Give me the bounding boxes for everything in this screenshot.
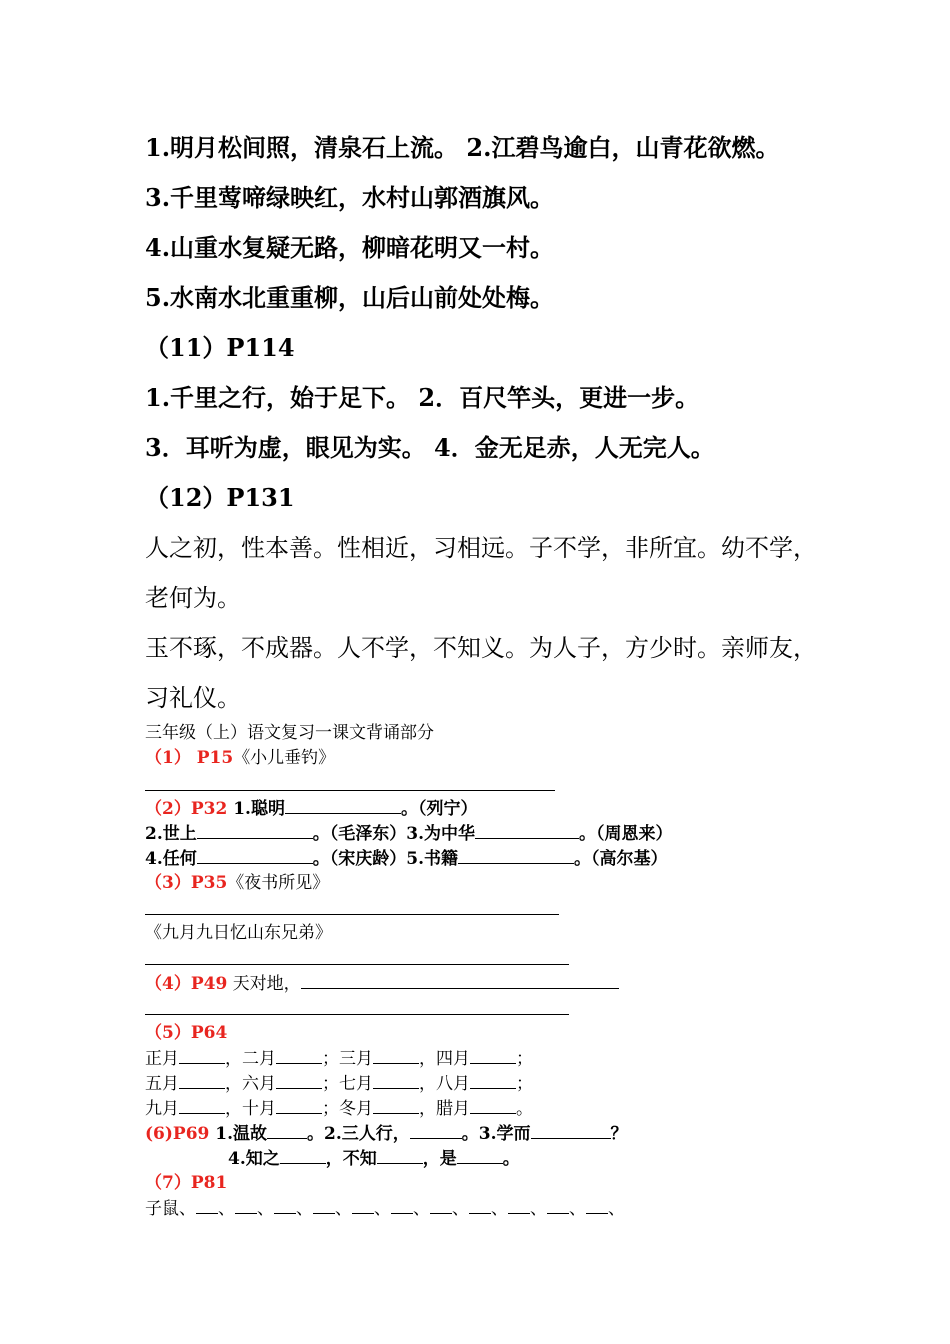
q-text: 2.世上 bbox=[145, 824, 197, 844]
section-1-label: （1） P15 bbox=[145, 748, 234, 768]
zodiac-row bbox=[145, 1197, 625, 1220]
fill-blank[interactable] bbox=[547, 1197, 569, 1214]
fill-blank[interactable] bbox=[280, 1147, 326, 1164]
fill-blank[interactable] bbox=[430, 1197, 452, 1214]
fill-blank[interactable] bbox=[410, 1122, 462, 1139]
q-text: 。（周恩来） bbox=[579, 824, 673, 844]
month-label: ，六月 bbox=[225, 1074, 276, 1094]
fill-blank[interactable] bbox=[475, 822, 579, 839]
fill-blank[interactable] bbox=[586, 1197, 608, 1214]
poem-line-1: 1.明月松间照，清泉石上流。 2.江碧鸟逾白，山青花欲燃。 bbox=[145, 133, 780, 162]
sep: 、 bbox=[218, 1199, 235, 1219]
proverb-line-1: 1.千里之行，始于足下。 2．百尺竿头，更进一步。 bbox=[145, 383, 700, 412]
poem-line-3: 3.千里莺啼绿映红，水村山郭酒旗风。 bbox=[145, 183, 555, 212]
fill-blank[interactable] bbox=[458, 847, 574, 864]
answer-line bbox=[145, 1014, 569, 1015]
q-text: 。（列宁） bbox=[400, 799, 478, 819]
q-text: 。（高尔基） bbox=[574, 849, 668, 869]
section-3-title-2: 《九月九日忆山东兄弟》 bbox=[145, 923, 332, 943]
review-title: 三年级（上）语文复习一课文背诵部分 bbox=[145, 723, 434, 743]
q-text: 4.任何 bbox=[145, 849, 197, 869]
section-3-label: （3）P35 bbox=[145, 873, 228, 893]
heading-11: （11）P114 bbox=[145, 333, 295, 362]
sep: 、 bbox=[296, 1199, 313, 1219]
q-text: ，不知 bbox=[325, 1149, 377, 1169]
sep: 、 bbox=[335, 1199, 352, 1219]
fill-blank[interactable] bbox=[197, 847, 313, 864]
fill-blank[interactable] bbox=[285, 797, 401, 814]
sanzijing-line-4: 习礼仪。 bbox=[145, 684, 241, 712]
section-3-title: 《夜书所见》 bbox=[227, 873, 330, 893]
q-text: 。（宋庆龄） bbox=[312, 849, 407, 869]
q-text: 1.聪明 bbox=[227, 799, 285, 819]
section-4-label: （4）P49 bbox=[145, 974, 228, 994]
q-text: 。 bbox=[502, 1149, 520, 1169]
section-4-text: 天对地， bbox=[227, 974, 301, 994]
month-label: ；冬月 bbox=[322, 1099, 373, 1119]
section-2-row-2 bbox=[145, 822, 673, 845]
heading-12: （12）P131 bbox=[145, 483, 295, 512]
months-row-3 bbox=[145, 1097, 533, 1120]
month-label: 五月 bbox=[145, 1074, 179, 1094]
answer-line bbox=[145, 790, 555, 791]
fill-blank[interactable] bbox=[276, 1072, 322, 1089]
fill-blank[interactable] bbox=[276, 1097, 322, 1114]
fill-blank[interactable] bbox=[508, 1197, 530, 1214]
fill-blank[interactable] bbox=[235, 1197, 257, 1214]
section-2-row-3 bbox=[145, 847, 668, 870]
month-label: ，八月 bbox=[419, 1074, 470, 1094]
section-4 bbox=[145, 972, 619, 995]
q-text: 。3.学而 bbox=[461, 1124, 531, 1144]
answer-line bbox=[145, 964, 569, 965]
month-label: ，四月 bbox=[419, 1049, 470, 1069]
sep: 、 bbox=[452, 1199, 469, 1219]
fill-blank[interactable] bbox=[179, 1047, 225, 1064]
fill-blank[interactable] bbox=[267, 1122, 307, 1139]
fill-blank[interactable] bbox=[470, 1072, 516, 1089]
sanzijing-line-3: 玉不琢，不成器。人不学，不知义。为人子，方少时。亲师友， bbox=[145, 634, 817, 662]
fill-blank[interactable] bbox=[391, 1197, 413, 1214]
month-label: ；七月 bbox=[322, 1074, 373, 1094]
month-label: ； bbox=[516, 1049, 533, 1069]
section-7-label: （7）P81 bbox=[145, 1173, 228, 1193]
sep: 、 bbox=[257, 1199, 274, 1219]
section-5 bbox=[145, 1022, 227, 1044]
section-1 bbox=[145, 747, 335, 769]
poem-line-4: 4.山重水复疑无路，柳暗花明又一村。 bbox=[145, 233, 555, 262]
fill-blank[interactable] bbox=[301, 972, 619, 989]
fill-blank[interactable] bbox=[197, 822, 313, 839]
q-text: 。2.三人行， bbox=[307, 1124, 410, 1144]
fill-blank[interactable] bbox=[179, 1097, 225, 1114]
q-text: 4.知之 bbox=[228, 1149, 280, 1169]
fill-blank[interactable] bbox=[373, 1072, 419, 1089]
sep: 、 bbox=[374, 1199, 391, 1219]
sep: 、 bbox=[569, 1199, 586, 1219]
fill-blank[interactable] bbox=[274, 1197, 296, 1214]
fill-blank[interactable] bbox=[457, 1147, 503, 1164]
section-1-title: 《小儿垂钓》 bbox=[233, 748, 336, 768]
sep: 、 bbox=[530, 1199, 547, 1219]
month-label: ； bbox=[516, 1074, 533, 1094]
sep: 、 bbox=[413, 1199, 430, 1219]
fill-blank[interactable] bbox=[531, 1122, 611, 1139]
section-3 bbox=[145, 872, 329, 894]
fill-blank[interactable] bbox=[313, 1197, 335, 1214]
months-row-2 bbox=[145, 1072, 533, 1095]
section-6-label: (6)P69 bbox=[145, 1124, 210, 1144]
fill-blank[interactable] bbox=[179, 1072, 225, 1089]
fill-blank[interactable] bbox=[373, 1047, 419, 1064]
section-5-label: （5）P64 bbox=[145, 1023, 228, 1043]
month-label: 正月 bbox=[145, 1049, 179, 1069]
month-label: ，腊月 bbox=[419, 1099, 470, 1119]
q-text: 1.温故 bbox=[209, 1124, 268, 1144]
fill-blank[interactable] bbox=[196, 1197, 218, 1214]
q-text: ，是 bbox=[422, 1149, 457, 1169]
fill-blank[interactable] bbox=[373, 1097, 419, 1114]
month-label: ，二月 bbox=[225, 1049, 276, 1069]
zodiac-start: 子鼠、 bbox=[145, 1199, 196, 1219]
section-6-row-2 bbox=[228, 1147, 520, 1170]
fill-blank[interactable] bbox=[377, 1147, 423, 1164]
section-2-label: （2）P32 bbox=[145, 799, 228, 819]
month-label: ；三月 bbox=[322, 1049, 373, 1069]
q-text: 5.书籍 bbox=[406, 849, 458, 869]
section-2-row-1 bbox=[145, 797, 477, 820]
sanzijing-line-1: 人之初，性本善。性相近，习相远。子不学，非所宜。幼不学， bbox=[145, 534, 817, 562]
section-7 bbox=[145, 1172, 227, 1194]
poem-line-5: 5.水南水北重重柳，山后山前处处梅。 bbox=[145, 283, 555, 312]
month-label: 九月 bbox=[145, 1099, 179, 1119]
sanzijing-line-2: 老何为。 bbox=[145, 584, 241, 612]
fill-blank[interactable] bbox=[469, 1197, 491, 1214]
month-label: 。 bbox=[516, 1099, 533, 1119]
section-6-row-1 bbox=[145, 1122, 628, 1145]
month-label: ，十月 bbox=[225, 1099, 276, 1119]
months-row-1 bbox=[145, 1047, 533, 1070]
q-text: 。（毛泽东） bbox=[312, 824, 407, 844]
proverb-line-2: 3．耳听为虚，眼见为实。 4．金无足赤，人无完人。 bbox=[145, 433, 715, 462]
q-text: ？ bbox=[610, 1124, 628, 1144]
fill-blank[interactable] bbox=[352, 1197, 374, 1214]
answer-line bbox=[145, 914, 559, 915]
fill-blank[interactable] bbox=[470, 1097, 516, 1114]
q-text: 3.为中华 bbox=[406, 824, 475, 844]
sep: 、 bbox=[608, 1199, 625, 1219]
fill-blank[interactable] bbox=[276, 1047, 322, 1064]
sep: 、 bbox=[491, 1199, 508, 1219]
fill-blank[interactable] bbox=[470, 1047, 516, 1064]
